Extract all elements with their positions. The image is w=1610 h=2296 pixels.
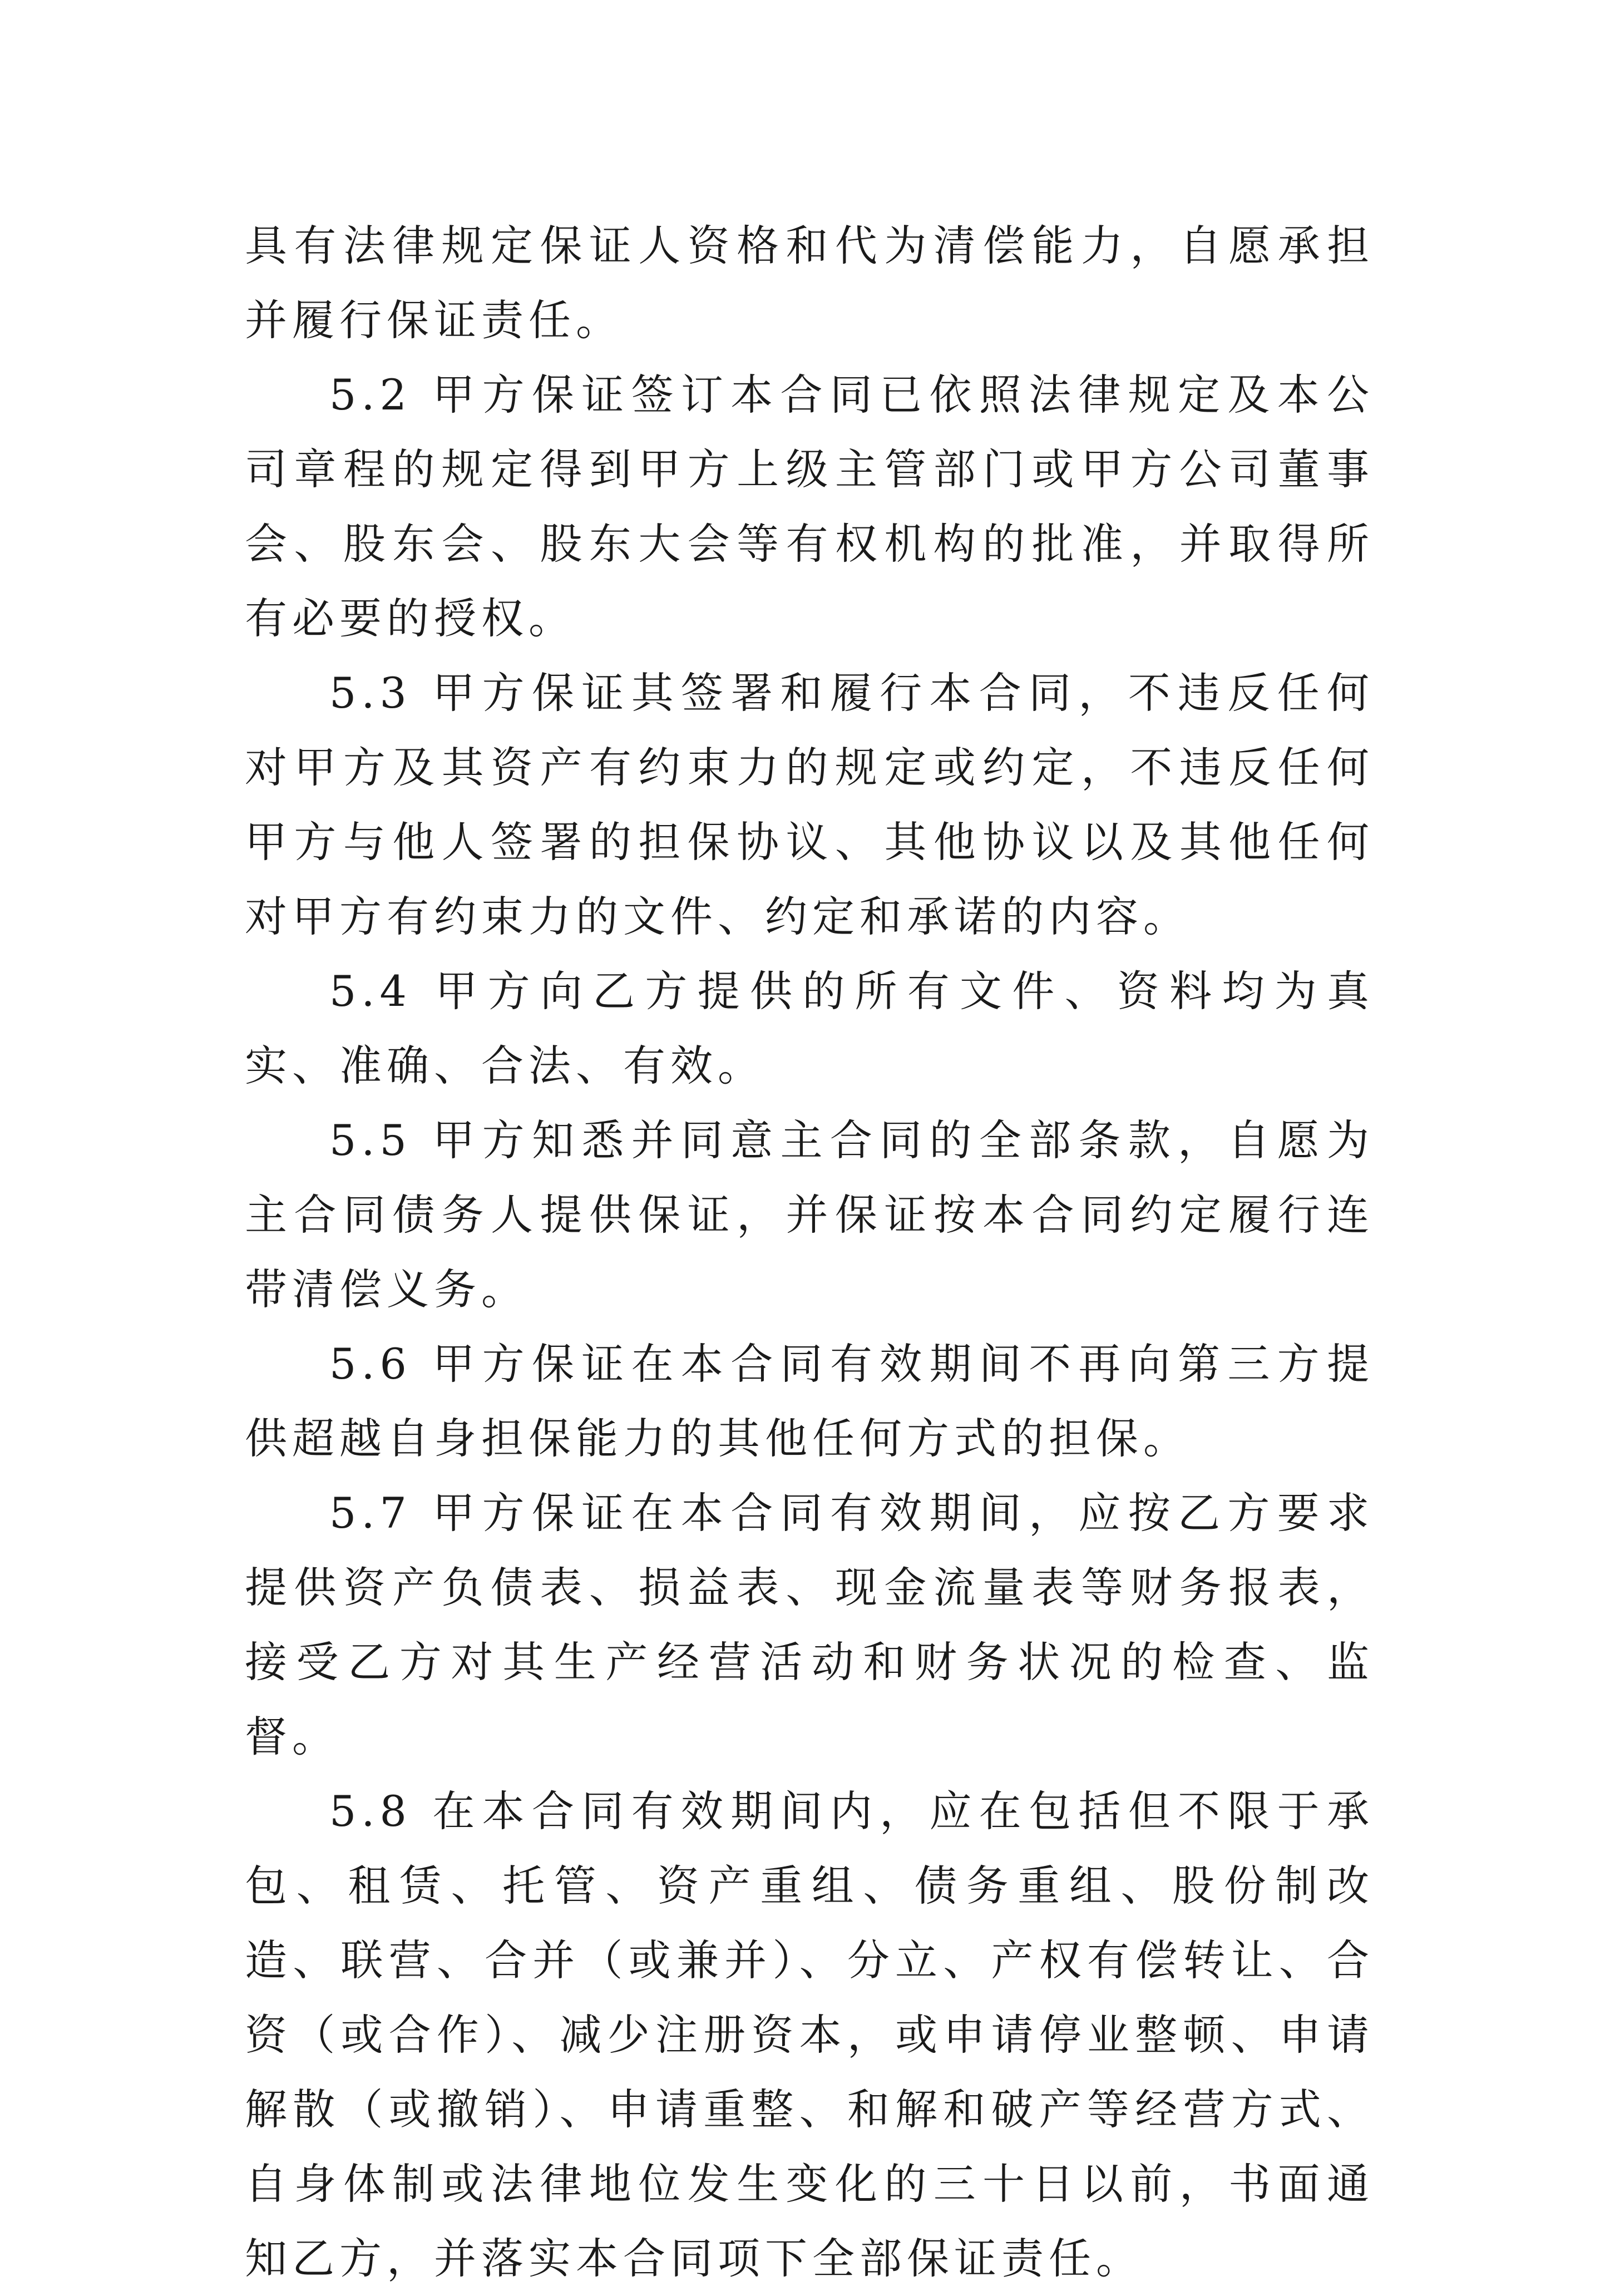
paragraph-continuation: 具有法律规定保证人资格和代为清偿能力，自愿承担并履行保证责任。 [245,221,1374,345]
contract-body [245,209,1374,2296]
clause-5-6: 5.6 甲方保证在本合同有效期间不再向第三方提供超越自身担保能力的其他任何方式的担保。 [245,1339,1374,1463]
clause-5-5: 5.5 甲方知悉并同意主合同的全部条款，自愿为主合同债务人提供保证，并保证按本合同约定履行连带清偿义务。 [245,1115,1374,1314]
clause-5-8: 5.8 在本合同有效期间内，应在包括但不限于承包、租赁、托管、资产重组、债务重组、股份制改造、联营、合并（或兼并）、分立、产权有偿转让、合资（或合作）、减少注册资本，或申请停业整顿、申请解散（或撤销）、申请重整、和解和破产等经营方式、自身体制或法律地位发生变化的三十日以前，书面通知乙方，并落实本合同项下全部保证责任。 [245,1786,1374,2283]
clause-5-4: 5.4 甲方向乙方提供的所有文件、资料均为真实、准确、合法、有效。 [245,966,1374,1090]
clause-5-2: 5.2 甲方保证签订本合同已依照法律规定及本公司章程的规定得到甲方上级主管部门或甲方公司董事会、股东会、股东大会等有权机构的批准，并取得所有必要的授权。 [245,370,1374,643]
clause-5-3: 5.3 甲方保证其签署和履行本合同，不违反任何对甲方及其资产有约束力的规定或约定，不违反任何甲方与他人签署的担保协议、其他协议以及其他任何对甲方有约束力的文件、约定和承诺的内容。 [245,668,1374,941]
clause-5-7: 5.7 甲方保证在本合同有效期间，应按乙方要求提供资产负债表、损益表、现金流量表等财务报表，接受乙方对其生产经营活动和财务状况的检查、监督。 [245,1488,1374,1761]
